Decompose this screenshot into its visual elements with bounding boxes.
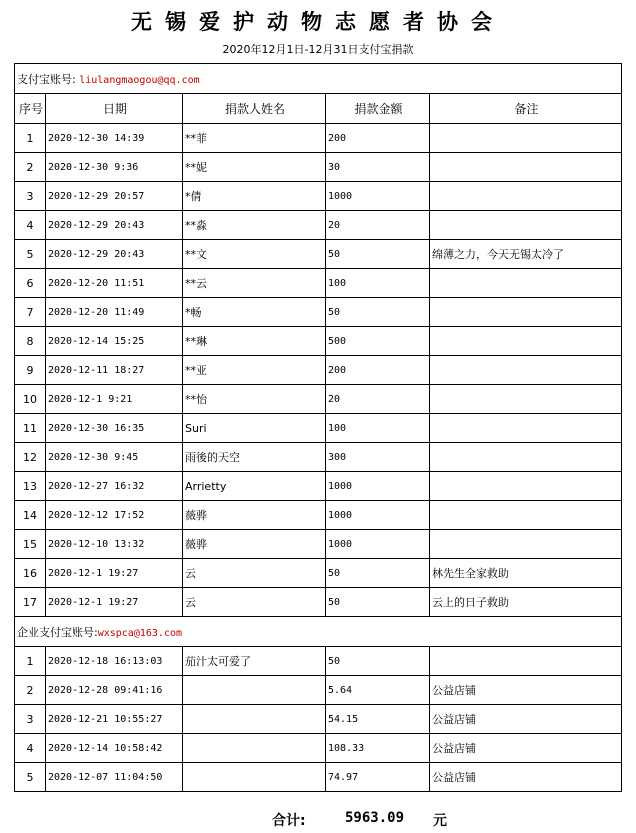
row-note <box>430 414 622 443</box>
row-note <box>430 356 622 385</box>
page-subtitle: 2020年12月1日-12月31日支付宝捐款 <box>222 43 414 56</box>
row-amount: 1000 <box>326 182 430 211</box>
row-number: 14 <box>15 501 46 530</box>
table-row <box>15 153 622 182</box>
table-row <box>15 443 622 472</box>
row-date: 2020-12-30 9:36 <box>46 153 183 182</box>
row-donor-name <box>183 763 326 792</box>
row-donor-name: 薇骅 <box>183 501 326 530</box>
row-donor-name: 茄汁太可爱了 <box>183 647 326 676</box>
corp-alipay-account-row <box>15 617 622 647</box>
row-note <box>430 327 622 356</box>
row-date: 2020-12-30 16:35 <box>46 414 183 443</box>
row-donor-name: **菲 <box>183 124 326 153</box>
row-note: 云上的日子救助 <box>430 588 622 617</box>
corp-alipay-label: 企业支付宝账号: <box>17 625 98 639</box>
row-amount: 54.15 <box>326 705 430 734</box>
alipay-account-cell <box>15 64 622 94</box>
row-date: 2020-12-21 10:55:27 <box>46 705 183 734</box>
row-donor-name: 雨後的天空 <box>183 443 326 472</box>
row-donor-name: **文 <box>183 240 326 269</box>
row-date: 2020-12-11 18:27 <box>46 356 183 385</box>
row-donor-name <box>183 676 326 705</box>
row-date: 2020-12-20 11:51 <box>46 269 183 298</box>
row-date: 2020-12-29 20:43 <box>46 240 183 269</box>
header-row <box>15 94 622 124</box>
table-row <box>15 356 622 385</box>
row-note <box>430 182 622 211</box>
alipay-account-row <box>15 64 622 94</box>
row-number: 17 <box>15 588 46 617</box>
row-number: 6 <box>15 269 46 298</box>
row-amount: 50 <box>326 298 430 327</box>
row-amount: 100 <box>326 414 430 443</box>
row-donor-name: *畅 <box>183 298 326 327</box>
table-row <box>15 327 622 356</box>
row-date: 2020-12-14 10:58:42 <box>46 734 183 763</box>
table-row <box>15 211 622 240</box>
row-date: 2020-12-14 15:25 <box>46 327 183 356</box>
row-amount: 20 <box>326 385 430 414</box>
table-row <box>15 530 622 559</box>
row-number: 3 <box>15 705 46 734</box>
row-note: 绵薄之力，今天无锡太冷了 <box>430 240 622 269</box>
header-amount: 捐款金额 <box>326 94 430 124</box>
row-donor-name: **妮 <box>183 153 326 182</box>
row-date: 2020-12-1 19:27 <box>46 559 183 588</box>
table-row <box>15 385 622 414</box>
row-number: 13 <box>15 472 46 501</box>
table-row <box>15 269 622 298</box>
row-date: 2020-12-1 19:27 <box>46 588 183 617</box>
row-donor-name: **云 <box>183 269 326 298</box>
row-note: 公益店铺 <box>430 734 622 763</box>
row-note <box>430 647 622 676</box>
row-note <box>430 385 622 414</box>
row-note <box>430 211 622 240</box>
row-amount: 50 <box>326 240 430 269</box>
row-amount: 1000 <box>326 472 430 501</box>
row-number: 8 <box>15 327 46 356</box>
row-number: 16 <box>15 559 46 588</box>
table-row <box>15 472 622 501</box>
table-row <box>15 182 622 211</box>
total-label: 合计: <box>272 813 306 829</box>
row-amount: 1000 <box>326 501 430 530</box>
row-note <box>430 501 622 530</box>
row-amount: 108.33 <box>326 734 430 763</box>
row-number: 4 <box>15 734 46 763</box>
row-amount: 200 <box>326 356 430 385</box>
row-amount: 5.64 <box>326 676 430 705</box>
row-date: 2020-12-18 16:13:03 <box>46 647 183 676</box>
row-number: 1 <box>15 124 46 153</box>
row-date: 2020-12-30 9:45 <box>46 443 183 472</box>
row-number: 9 <box>15 356 46 385</box>
row-date: 2020-12-10 13:32 <box>46 530 183 559</box>
row-number: 15 <box>15 530 46 559</box>
row-donor-name: 云 <box>183 559 326 588</box>
table-row <box>15 298 622 327</box>
total-value: 5963.09 <box>345 810 405 826</box>
row-donor-name: 云 <box>183 588 326 617</box>
table-row <box>15 705 622 734</box>
row-number: 1 <box>15 647 46 676</box>
table-row <box>15 676 622 705</box>
row-donor-name: **淼 <box>183 211 326 240</box>
corp-alipay-account-cell <box>15 617 622 647</box>
row-number: 7 <box>15 298 46 327</box>
row-number: 3 <box>15 182 46 211</box>
row-amount: 30 <box>326 153 430 182</box>
row-donor-name: 薇骅 <box>183 530 326 559</box>
row-date: 2020-12-30 14:39 <box>46 124 183 153</box>
row-note: 林先生全家救助 <box>430 559 622 588</box>
row-number: 10 <box>15 385 46 414</box>
row-date: 2020-12-1 9:21 <box>46 385 183 414</box>
row-donor-name: Arrietty <box>183 472 326 501</box>
row-date: 2020-12-27 16:32 <box>46 472 183 501</box>
row-number: 5 <box>15 240 46 269</box>
total-unit: 元 <box>433 813 447 829</box>
table-row <box>15 559 622 588</box>
row-donor-name: *倩 <box>183 182 326 211</box>
header-note: 备注 <box>430 94 622 124</box>
row-donor-name: Suri <box>183 414 326 443</box>
alipay-label: 支付宝账号: <box>17 72 76 86</box>
row-note <box>430 269 622 298</box>
row-amount: 500 <box>326 327 430 356</box>
table-row <box>15 588 622 617</box>
row-amount: 50 <box>326 559 430 588</box>
row-note <box>430 443 622 472</box>
row-amount: 50 <box>326 588 430 617</box>
table-row <box>15 124 622 153</box>
table-row <box>15 763 622 792</box>
row-date: 2020-12-29 20:43 <box>46 211 183 240</box>
table-row <box>15 734 622 763</box>
table-row <box>15 240 622 269</box>
row-note <box>430 530 622 559</box>
row-donor-name: **怡 <box>183 385 326 414</box>
row-note: 公益店铺 <box>430 676 622 705</box>
row-number: 11 <box>15 414 46 443</box>
row-amount: 1000 <box>326 530 430 559</box>
row-date: 2020-12-29 20:57 <box>46 182 183 211</box>
header-name: 捐款人姓名 <box>183 94 326 124</box>
table-row <box>15 647 622 676</box>
row-amount: 74.97 <box>326 763 430 792</box>
row-amount: 50 <box>326 647 430 676</box>
row-amount: 100 <box>326 269 430 298</box>
alipay-email: liulangmaogou@qq.com <box>79 74 200 86</box>
page-title: 无锡爱护动物志愿者协会 <box>131 9 505 34</box>
row-number: 2 <box>15 153 46 182</box>
header-date: 日期 <box>46 94 183 124</box>
row-donor-name <box>183 734 326 763</box>
row-donor-name <box>183 705 326 734</box>
row-date: 2020-12-07 11:04:50 <box>46 763 183 792</box>
table-row <box>15 501 622 530</box>
row-donor-name: **亚 <box>183 356 326 385</box>
corp-alipay-email: wxspca@163.com <box>97 627 183 639</box>
row-note <box>430 124 622 153</box>
row-note: 公益店铺 <box>430 705 622 734</box>
row-number: 2 <box>15 676 46 705</box>
donation-table <box>14 63 622 792</box>
row-note <box>430 298 622 327</box>
row-number: 4 <box>15 211 46 240</box>
row-amount: 300 <box>326 443 430 472</box>
row-date: 2020-12-28 09:41:16 <box>46 676 183 705</box>
row-number: 5 <box>15 763 46 792</box>
row-note <box>430 153 622 182</box>
row-amount: 20 <box>326 211 430 240</box>
row-date: 2020-12-12 17:52 <box>46 501 183 530</box>
row-number: 12 <box>15 443 46 472</box>
header-no: 序号 <box>15 94 46 124</box>
row-note: 公益店铺 <box>430 763 622 792</box>
row-amount: 200 <box>326 124 430 153</box>
table-row <box>15 414 622 443</box>
row-donor-name: **琳 <box>183 327 326 356</box>
row-date: 2020-12-20 11:49 <box>46 298 183 327</box>
row-note <box>430 472 622 501</box>
